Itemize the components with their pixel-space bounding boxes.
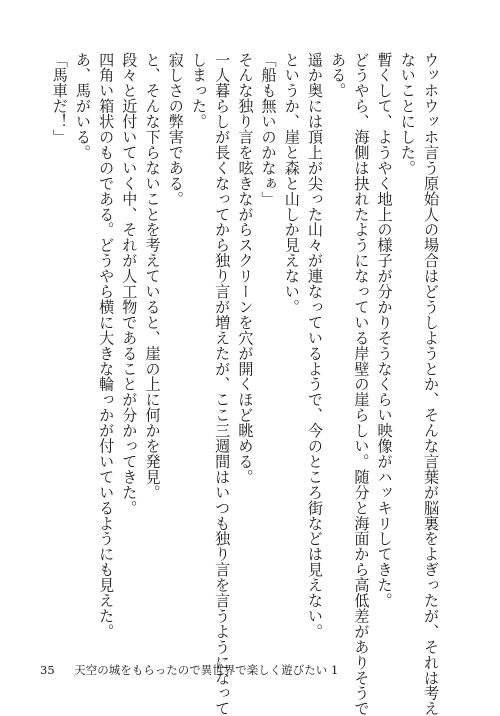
text-line: というか、崖と森と山しか見えない。 xyxy=(282,52,301,315)
text-line: どうやら、海側は抉れたようになっている岸壁の崖らしい。随分と海面から高低差がありそうで xyxy=(352,52,371,716)
text-line: ある。 xyxy=(329,52,348,99)
book-title: 天空の城をもらったので異世界で楽しく遊びたい 1 xyxy=(74,663,339,677)
text-line: ウッホウッホ言う原始人の場合はどうしようとか、そんな言葉が脳裏をよぎったが、それは考え xyxy=(422,52,440,716)
page-footer xyxy=(40,662,338,678)
text-line: あ、馬がいる。 xyxy=(73,52,92,161)
text-line: ないことにした。 xyxy=(398,52,417,176)
text-line: 暫くして、ようやく地上の様子が分かりそうなくらい映像がハッキリしてきた。 xyxy=(375,52,394,609)
text-line: と、そんな下らないことを考えていると、崖の上に何かを発見。 xyxy=(143,52,162,501)
text-line: 寂しさの弊害である。 xyxy=(166,52,185,207)
text-line: 「船も無いのかなぁ」 xyxy=(259,52,278,207)
text-line: 段々と近付いていく中、それが人工物であることが分かってきた。 xyxy=(120,52,139,516)
page-number: 35 xyxy=(40,663,55,677)
text-line: 四角い箱状のものである。どうやら横に大きな輪っかが付いているようにも見えた。 xyxy=(97,52,116,640)
text-line: 一人暮らしが長くなってから独り言が増えたが、ここ三週間はいつも独り言を言うようになって xyxy=(213,52,232,716)
text-line: 遥か奥には頂上が尖った山々が連なっているようで、今のところ街などは見えない。 xyxy=(305,52,324,640)
text-line: しまった。 xyxy=(189,52,208,130)
text-line: そんな独り言を呟きながらスクリーンを穴が開くほど眺める。 xyxy=(236,52,255,485)
text-line: 「馬車だ！」 xyxy=(50,52,69,145)
